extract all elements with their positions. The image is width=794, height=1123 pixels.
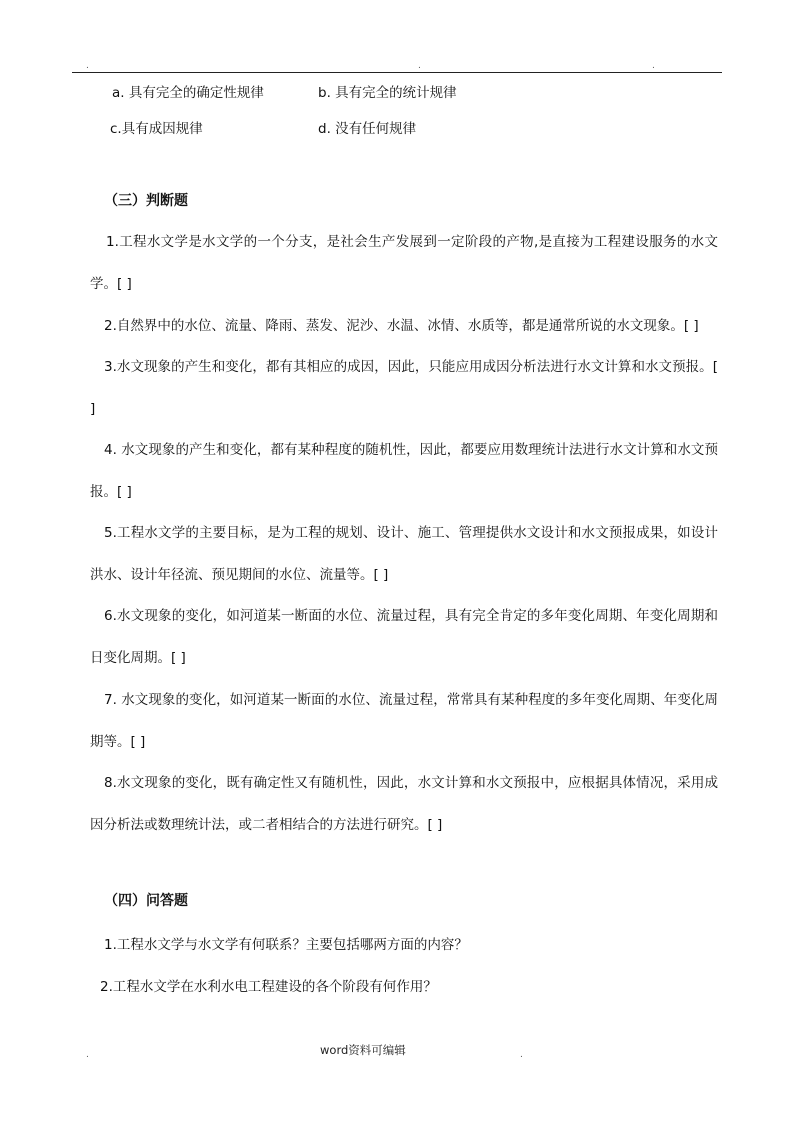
header-dot: . bbox=[86, 61, 89, 71]
question-item: 5.工程水文学的主要目标，是为工程的规划、设计、施工、管理提供水文设计和水文预报成果，如设计洪水、设计年径流、预见期间的水位、流量等。[ ] bbox=[90, 525, 718, 583]
footer-text: word资料可编辑 bbox=[320, 1043, 406, 1057]
option-a: a. 具有完全的确定性规律 bbox=[112, 85, 264, 101]
question-item: 2.自然界中的水位、流量、降雨、蒸发、泥沙、水温、冰情、水质等，都是通常所说的水文现象。[ ] bbox=[104, 318, 699, 334]
section3-heading: （三）判断题 bbox=[104, 193, 188, 209]
header-dot: . bbox=[652, 61, 655, 71]
question-item: 4. 水文现象的产生和变化，都有某种程度的随机性，因此，都要应用数理统计法进行水文计算和水文预报。[ ] bbox=[90, 442, 718, 500]
section4-heading: （四）问答题 bbox=[104, 893, 188, 909]
question-item: 1.工程水文学与水文学有何联系？主要包括哪两方面的内容？ bbox=[104, 937, 468, 953]
header-rule bbox=[72, 72, 722, 73]
question-item: 6.水文现象的变化，如河道某一断面的水位、流量过程，具有完全肯定的多年变化周期、年变化周期和日变化周期。[ ] bbox=[90, 608, 718, 666]
question-item: 1.工程水文学是水文学的一个分支，是社会生产发展到一定阶段的产物,是直接为工程建设服务的水文学。[ ] bbox=[90, 234, 718, 292]
question-item: 2.工程水文学在水利水电工程建设的各个阶段有何作用？ bbox=[100, 979, 437, 995]
option-d: d. 没有任何规律 bbox=[318, 121, 417, 137]
option-c: c.具有成因规律 bbox=[110, 121, 203, 137]
question-item: 8.水文现象的变化，既有确定性又有随机性，因此，水文计算和水文预报中，应根据具体情况，采用成因分析法或数理统计法，或二者相结合的方法进行研究。[ ] bbox=[90, 775, 718, 833]
footer-dot: . bbox=[86, 1050, 89, 1060]
question-item: 7. 水文现象的变化，如河道某一断面的水位、流量过程，常常具有某种程度的多年变化周期、年变化周期等。[ ] bbox=[90, 692, 718, 750]
option-b: b. 具有完全的统计规律 bbox=[318, 85, 457, 101]
question-item: 3.水文现象的产生和变化，都有其相应的成因，因此，只能应用成因分析法进行水文计算和水文预报。[ ] bbox=[90, 359, 718, 417]
header-dot: . bbox=[418, 61, 421, 71]
footer-dot: . bbox=[520, 1050, 523, 1060]
